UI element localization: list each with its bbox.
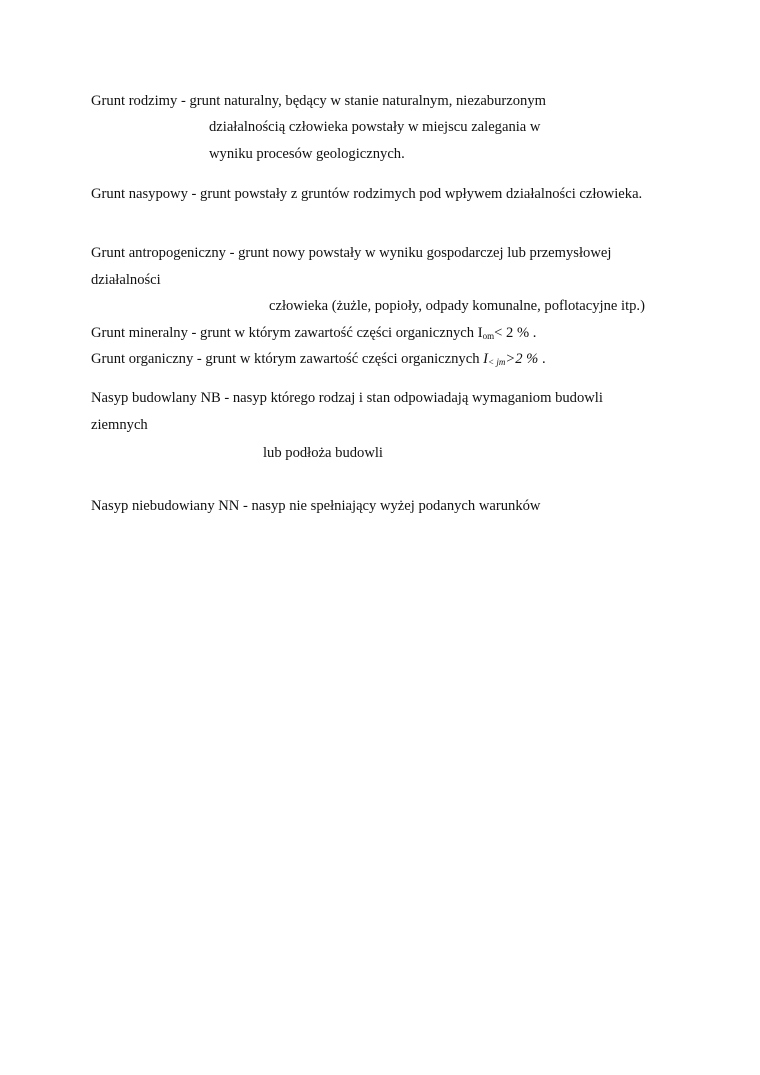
- def-grunt-organiczny-symbol: I: [483, 351, 489, 367]
- def-grunt-antropogeniczny-line-1: Grunt antropogeniczny - grunt nowy powstały w wyniku gospodarczej lub przemysłowej: [91, 245, 612, 261]
- def-grunt-rodzimy-line-3: wyniku procesów geologicznych.: [209, 146, 405, 162]
- def-grunt-organiczny-text: Grunt organiczny - grunt w którym zawartość części organicznych: [91, 351, 484, 367]
- def-grunt-organiczny-end: .: [538, 351, 546, 367]
- def-nasyp-budowlany-line-3: lub podłoża budowli: [263, 445, 383, 461]
- def-grunt-organiczny-subscript: < jm: [488, 357, 506, 367]
- def-grunt-organiczny: [91, 350, 546, 368]
- def-nasyp-budowlany-line-2: ziemnych: [91, 417, 148, 433]
- def-grunt-rodzimy-line-1: Grunt rodzimy - grunt naturalny, będący w stanie naturalnym, niezaburzonym: [91, 93, 546, 109]
- def-nasyp-budowlany-line-1: Nasyp budowlany NB - nasyp którego rodzaj i stan odpowiadają wymaganiom budowli: [91, 390, 603, 406]
- def-grunt-organiczny-value: >2 %: [505, 351, 539, 367]
- def-grunt-mineralny: [91, 324, 536, 342]
- def-grunt-antropogeniczny-line-3: człowieka (żużle, popioły, odpady komunalne, poflotacyjne itp.): [269, 298, 645, 314]
- def-grunt-nasypowy: Grunt nasypowy - grunt powstały z gruntów rodzimych pod wpływem działalności człowieka.: [91, 186, 643, 202]
- def-grunt-mineralny-text: Grunt mineralny - grunt w którym zawartość części organicznych I: [91, 325, 483, 341]
- def-grunt-mineralny-value: < 2 % .: [494, 325, 537, 341]
- def-nasyp-niebudowlany: Nasyp niebudowiany NN - nasyp nie spełniający wyżej podanych warunków: [91, 498, 541, 514]
- def-grunt-mineralny-subscript: om: [482, 331, 495, 341]
- def-grunt-antropogeniczny-line-2: działalności: [91, 272, 161, 288]
- def-grunt-rodzimy-line-2: działalnością człowieka powstały w miejscu zalegania w: [209, 119, 541, 135]
